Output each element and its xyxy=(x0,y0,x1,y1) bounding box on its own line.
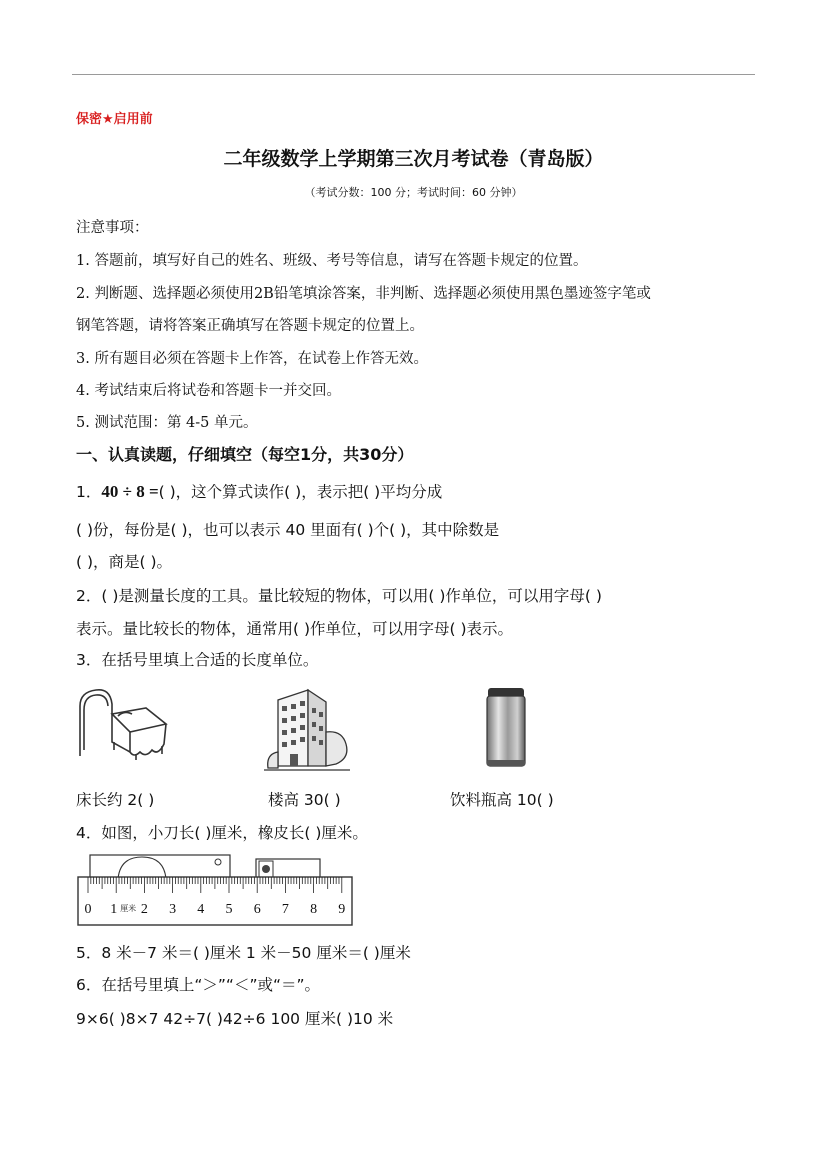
question-5-line-1: 5．8 米－7 米＝( )厘米 1 米－50 厘米＝( )厘米 xyxy=(76,944,411,962)
header-rule xyxy=(72,74,755,75)
building-icon xyxy=(264,682,350,774)
building-caption: 楼高 30( ) xyxy=(268,791,341,809)
division-expression: 40 ÷ 8 = xyxy=(101,482,159,501)
question-1-line-1: 1．40 ÷ 8 =( )，这个算式读作( )，表示把( )平均分成 xyxy=(76,482,443,501)
confidential-label: 保密★启用前 xyxy=(76,112,153,127)
ruler-figure xyxy=(76,853,356,927)
ruler-label: 5 xyxy=(225,902,233,917)
question-4-line-1: 4．如图，小刀长( )厘米，橡皮长( )厘米。 xyxy=(76,824,368,842)
page-title: 二年级数学上学期第三次月考试卷（青岛版） xyxy=(223,148,604,170)
knife-icon xyxy=(90,855,230,879)
ruler-label: 4 xyxy=(197,902,205,917)
question-2-line-2: 表示。量比较长的物体，通常用( )作单位，可以用字母( )表示。 xyxy=(76,620,514,638)
notice-heading: 注意事项： xyxy=(76,220,149,236)
notice-item: 1. 答题前，填写好自己的姓名、班级、考号等信息，请写在答题卡规定的位置。 xyxy=(76,253,588,269)
question-1-line-2: ( )份，每份是( )，也可以表示 40 里面有( )个( )，其中除数是 xyxy=(76,521,500,539)
ruler-label: 7 xyxy=(281,902,289,917)
question-6-line-1: 6．在括号里填上“＞”“＜”或“＝”。 xyxy=(76,976,321,994)
notice-item: 3. 所有题目必须在答题卡上作答，在试卷上作答无效。 xyxy=(76,351,428,367)
ruler-label: 6 xyxy=(253,902,261,917)
ruler-label: 9 xyxy=(338,902,346,917)
ruler-unit-label: 厘米 xyxy=(120,904,137,913)
bed-caption: 床长约 2( ) xyxy=(76,791,155,809)
ruler-label: 8 xyxy=(310,902,318,917)
can-caption: 饮料瓶高 10( ) xyxy=(450,791,554,809)
question-1-line-3: ( )，商是( )。 xyxy=(76,553,173,571)
ruler-label: 1 xyxy=(110,902,118,917)
notice-item: 2. 判断题、选择题必须使用2B铅笔填涂答案，非判断、选择题必须使用黑色墨迹签字笔或 xyxy=(76,286,651,302)
notice-item: 4. 考试结束后将试卷和答题卡一并交回。 xyxy=(76,383,341,399)
ruler-label: 0 xyxy=(84,902,92,917)
ruler-label: 3 xyxy=(169,902,177,917)
ruler-label: 2 xyxy=(140,902,148,917)
section-heading: 一、认真读题，仔细填空（每空1分，共30分） xyxy=(76,445,414,464)
question-6-line-2: 9×6( )8×7 42÷7( )42÷6 100 厘米( )10 米 xyxy=(76,1010,394,1028)
notice-item: 钢笔答题，请将答案正确填写在答题卡规定的位置上。 xyxy=(76,318,424,334)
question-2-line-1: 2．( )是测量长度的工具。量比较短的物体，可以用( )作单位，可以用字母( ) xyxy=(76,587,602,605)
notice-item: 5. 测试范围：第 4-5 单元。 xyxy=(76,415,258,431)
bed-icon xyxy=(74,684,170,764)
exam-info: （考试分数：100 分；考试时间：60 分钟） xyxy=(304,186,523,199)
can-icon xyxy=(484,684,528,770)
question-3-line-1: 3．在括号里填上合适的长度单位。 xyxy=(76,651,319,669)
question-number: 1． xyxy=(76,483,102,501)
